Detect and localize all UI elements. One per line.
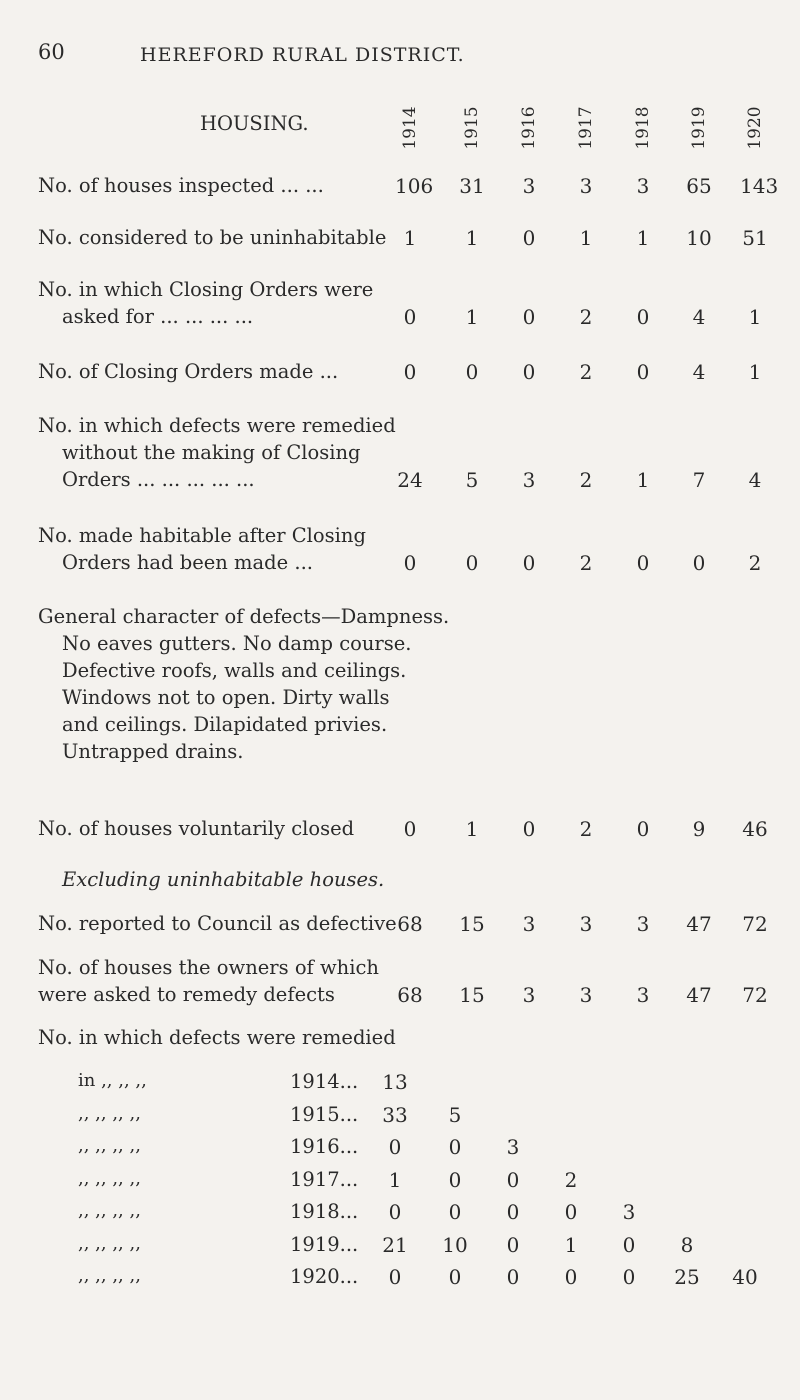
- running-head: HEREFORD RURAL DISTRICT.: [140, 44, 465, 66]
- reported-value: 15: [459, 912, 485, 936]
- remedied-value: 0: [506, 1265, 520, 1289]
- closed-label: No. of houses voluntarily closed: [38, 817, 355, 840]
- reported-value: 68: [397, 912, 423, 936]
- row-value: 51: [742, 226, 768, 250]
- year-header-1917: 1917: [576, 106, 596, 150]
- row-value: 4: [692, 360, 706, 384]
- remedied-prefix: ,, ,, ,, ,,: [78, 1135, 141, 1156]
- owners-value: 47: [686, 983, 712, 1007]
- row-value: 0: [522, 551, 536, 575]
- remedied-prefix: ,, ,, ,, ,,: [78, 1102, 141, 1124]
- owners-value: 15: [459, 983, 485, 1007]
- remedied-value: 33: [382, 1102, 408, 1127]
- row-value: 4: [748, 468, 762, 492]
- row-value: 0: [465, 551, 479, 575]
- closed-value: 0: [636, 817, 650, 841]
- year-header-1915: 1915: [462, 106, 482, 150]
- row-value: 1: [748, 360, 762, 384]
- row-label: No. of Closing Orders made ...: [38, 360, 339, 383]
- remedied-value: 0: [564, 1200, 578, 1224]
- defects-line: and ceilings. Dilapidated privies.: [62, 713, 388, 736]
- row-label: Orders ... ... ... ... ...: [62, 468, 255, 491]
- remedied-value: 0: [388, 1200, 402, 1224]
- row-value: 0: [636, 551, 650, 575]
- row-value: 4: [692, 305, 706, 329]
- remedied-year: 1914...: [290, 1070, 359, 1093]
- closed-value: 0: [403, 817, 417, 841]
- owners-value: 3: [579, 983, 593, 1007]
- closed-value: 9: [692, 817, 706, 841]
- remedied-value: 1: [564, 1232, 578, 1257]
- remedied-prefix: in ,, ,, ,,: [78, 1070, 147, 1091]
- row-value: 24: [397, 468, 423, 492]
- year-header-1918: 1918: [633, 106, 653, 150]
- remedied-value: 0: [448, 1167, 462, 1192]
- defects-line: General character of defects—Dampness.: [38, 605, 450, 628]
- reported-value: 47: [686, 912, 712, 936]
- remedied-year: 1916...: [290, 1135, 359, 1158]
- row-value: 3: [636, 174, 650, 198]
- remedied-value: 1: [388, 1167, 402, 1192]
- year-header-1916: 1916: [519, 106, 539, 150]
- reported-value: 3: [636, 912, 650, 936]
- row-value: 3: [522, 468, 536, 492]
- row-value: 10: [686, 226, 712, 250]
- remedied-value: 3: [622, 1200, 636, 1224]
- row-label: Orders had been made ...: [62, 551, 313, 574]
- remedied-year: 1917...: [290, 1167, 359, 1191]
- reported-value: 3: [522, 912, 536, 936]
- defects-line: Defective roofs, walls and ceilings.: [62, 659, 407, 682]
- row-value: 2: [579, 305, 593, 329]
- table-title: HOUSING.: [200, 112, 309, 135]
- owners-value: 3: [522, 983, 536, 1007]
- row-value: 0: [522, 305, 536, 329]
- remedied-value: 0: [448, 1200, 462, 1224]
- closed-value: 46: [742, 817, 768, 841]
- owners-value: 3: [636, 983, 650, 1007]
- row-value: 31: [459, 174, 485, 198]
- row-value: 2: [579, 468, 593, 492]
- reported-value: 72: [742, 912, 768, 936]
- row-value: 106: [395, 174, 434, 198]
- remedied-prefix: ,, ,, ,, ,,: [78, 1265, 141, 1286]
- row-value: 1: [579, 226, 593, 250]
- row-value: 0: [403, 360, 417, 384]
- remedied-prefix: ,, ,, ,, ,,: [78, 1200, 141, 1221]
- remedied-year: 1915...: [290, 1102, 359, 1126]
- row-value: 1: [636, 226, 650, 250]
- reported-value: 3: [579, 912, 593, 936]
- row-value: 3: [522, 174, 536, 198]
- owners-label: were asked to remedy defects: [38, 983, 335, 1006]
- reported-label: No. reported to Council as defective: [38, 912, 397, 935]
- remedied-value: 21: [382, 1232, 408, 1257]
- remedied-value: 0: [506, 1167, 520, 1192]
- row-value: 0: [692, 551, 706, 575]
- remedied-value: 0: [506, 1232, 520, 1257]
- remedied-value: 10: [442, 1232, 468, 1257]
- remedied-value: 0: [388, 1135, 402, 1159]
- remedied-year: 1920...: [290, 1265, 359, 1288]
- remedied-value: 0: [564, 1265, 578, 1289]
- defects-line: Windows not to open. Dirty walls: [62, 686, 390, 709]
- row-value: 0: [465, 360, 479, 384]
- row-value: 0: [636, 305, 650, 329]
- row-label: without the making of Closing: [62, 441, 361, 464]
- row-value: 1: [403, 226, 417, 250]
- row-value: 1: [748, 305, 762, 329]
- remedied-value: 0: [622, 1232, 636, 1257]
- remedied-value: 0: [448, 1135, 462, 1159]
- remedied-value: 13: [382, 1070, 408, 1094]
- closed-value: 1: [465, 817, 479, 841]
- owners-label: No. of houses the owners of which: [38, 956, 379, 979]
- row-label: No. of houses inspected ... ...: [38, 174, 324, 197]
- defects-line: Untrapped drains.: [62, 740, 244, 763]
- row-label: No. in which defects were remedied: [38, 414, 396, 437]
- remedied-value: 25: [674, 1265, 700, 1289]
- defects-line: No eaves gutters. No damp course.: [62, 632, 412, 655]
- row-value: 1: [636, 468, 650, 492]
- row-value: 1: [465, 305, 479, 329]
- owners-value: 72: [742, 983, 768, 1007]
- row-value: 0: [522, 226, 536, 250]
- remedied-value: 3: [506, 1135, 520, 1159]
- remedied-value: 0: [622, 1265, 636, 1289]
- remedied-value: 0: [448, 1265, 462, 1289]
- remedied-value: 5: [448, 1102, 462, 1127]
- remedied-prefix: ,, ,, ,, ,,: [78, 1232, 141, 1254]
- row-value: 143: [740, 174, 779, 198]
- row-label: asked for ... ... ... ...: [62, 305, 254, 328]
- row-value: 5: [465, 468, 479, 492]
- remedied-year: 1919...: [290, 1232, 359, 1256]
- remedied-value: 0: [506, 1200, 520, 1224]
- row-value: 7: [692, 468, 706, 492]
- year-header-1914: 1914: [400, 106, 420, 150]
- row-value: 2: [579, 551, 593, 575]
- row-label: No. made habitable after Closing: [38, 524, 366, 547]
- row-value: 1: [465, 226, 479, 250]
- page-number: 60: [38, 40, 65, 64]
- row-label: No. considered to be uninhabitable: [38, 226, 387, 249]
- row-value: 2: [579, 360, 593, 384]
- remedied-value: 2: [564, 1167, 578, 1192]
- remedied-value: 0: [388, 1265, 402, 1289]
- remedied-prefix: ,, ,, ,, ,,: [78, 1167, 141, 1189]
- remedied-value: 8: [680, 1232, 694, 1257]
- row-value: 0: [522, 360, 536, 384]
- remedied-heading: No. in which defects were remedied: [38, 1026, 396, 1049]
- remedied-value: 40: [732, 1265, 758, 1289]
- closed-value: 2: [579, 817, 593, 841]
- owners-value: 68: [397, 983, 423, 1007]
- closed-value: 0: [522, 817, 536, 841]
- row-value: 0: [403, 551, 417, 575]
- excluding-note: Excluding uninhabitable houses.: [62, 868, 385, 891]
- row-label: No. in which Closing Orders were: [38, 278, 374, 301]
- remedied-year: 1918...: [290, 1200, 359, 1223]
- row-value: 65: [686, 174, 712, 198]
- row-value: 0: [403, 305, 417, 329]
- year-header-1919: 1919: [689, 106, 709, 150]
- row-value: 3: [579, 174, 593, 198]
- row-value: 0: [636, 360, 650, 384]
- year-header-1920: 1920: [745, 106, 765, 150]
- row-value: 2: [748, 551, 762, 575]
